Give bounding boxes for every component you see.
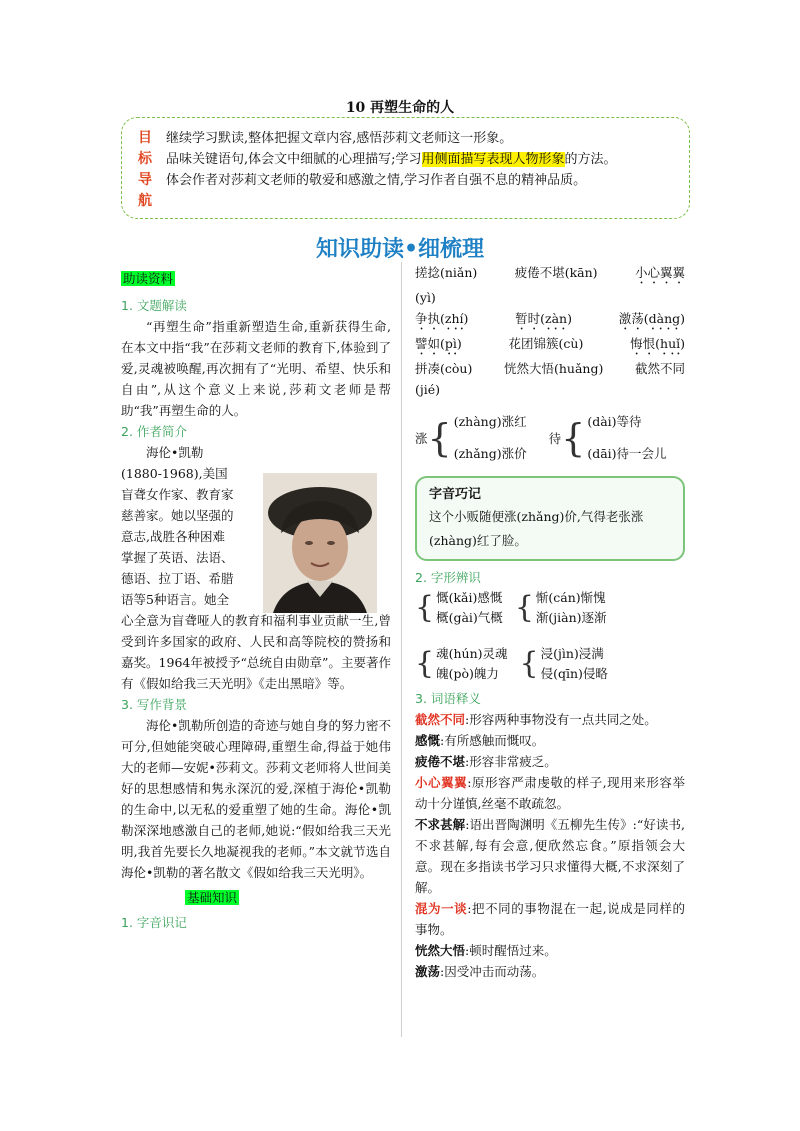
polyphone-reading: (zhàng)涨红: [453, 414, 527, 429]
tag-reading-materials: 助读资料: [123, 271, 174, 286]
pinyin-item: 小心翼翼: [634, 265, 685, 280]
definition-term: 不求甚解: [415, 817, 466, 832]
heading-character-shape: 2. 字形辨识: [415, 570, 481, 585]
goals-box: [121, 117, 690, 219]
definition-item: [415, 961, 685, 982]
author-intro-text: 心全意为盲聋哑人的教育和福利事业贡献一生,曾受到许多国家的政府、人民和高等院校的赞扬和嘉奖。1964年被授予“总统自由勋章”。主要著作有《假如给我三天光明》《走出黑暗》等。: [121, 613, 391, 691]
goals-label: [138, 128, 154, 212]
definition-text: :因受冲击而动荡。: [440, 964, 545, 979]
heading-author-intro: 2. 作者简介: [121, 424, 187, 439]
goals-label-char: 航: [138, 193, 152, 209]
definition-list: [415, 709, 685, 982]
definition-text: :语出晋陶渊明《五柳先生传》:“好读书,不求甚解,每有会意,便欣然忘食。”原指领会大意。现在多指读书学习只求懂得大概,不求深刻了解。: [415, 817, 685, 895]
goals-label-char: 标: [138, 151, 152, 167]
goals-label-char: 导: [138, 172, 152, 188]
portrait-illustration: [263, 473, 377, 613]
tag-basic-knowledge: 基础知识: [187, 890, 238, 905]
brace-icon: {: [561, 416, 586, 460]
shape-item: 浸(jìn)浸满: [540, 646, 604, 661]
pinyin-item: 譬如(pì): [415, 336, 462, 351]
definition-item: [415, 730, 685, 751]
shape-item: 魂(hún)灵魂: [436, 646, 508, 661]
pinyin-row: [415, 333, 685, 358]
right-column: [415, 262, 685, 982]
definition-term: 感慨: [415, 733, 441, 748]
definition-text: :顿时醒悟过来。: [465, 943, 557, 958]
goal-line-2: 品味关键语句,体会文中细腻的心理描写;学习用侧面描写表现人物形象的方法。: [166, 152, 617, 167]
pinyin-item: 激荡(dàng): [618, 311, 685, 326]
definition-item: [415, 709, 685, 730]
pinyin-item: 截然不同: [634, 361, 685, 376]
heading-writing-background: 3. 写作背景: [121, 697, 187, 712]
tip-text: 这个小贩随便涨(zhǎng)价,气得老张涨(zhàng)红了脸。: [429, 509, 644, 548]
shape-item: 概(gài)气概: [436, 610, 503, 625]
shape-group-row: [415, 588, 685, 628]
polyphone-group: [549, 412, 667, 464]
author-portrait: [263, 473, 377, 613]
pinyin-row: [415, 308, 685, 333]
goal-line-3: 体会作者对莎莉文老师的敬爱和感激之情,学习作者自强不息的精神品质。: [166, 173, 587, 188]
definition-item: [415, 814, 685, 898]
title-interpretation-text: “再塑生命”指重新塑造生命,重新获得生命,在本文中指“我”在莎莉文老师的教育下,体验到了爱,灵魂被唤醒,再次拥有了“光明、希望、快乐和自由”,从这个意义上来说,莎莉文老师是帮助“我”再塑生命的人。: [121, 319, 391, 418]
pinyin-item-cont: (yì): [415, 290, 436, 305]
definition-text: :有所感触而慨叹。: [440, 733, 545, 748]
polyphone-reading: (dāi)待一会儿: [587, 446, 667, 461]
definition-item: [415, 751, 685, 772]
definition-item: [415, 940, 685, 961]
pinyin-item: 争执(zhí): [415, 311, 469, 326]
heading-title-interpretation: 1. 文题解读: [121, 298, 187, 313]
definition-term: 小心翼翼: [415, 775, 468, 790]
brace-icon: {: [427, 416, 452, 460]
brace-icon: {: [415, 590, 435, 625]
pronunciation-tip-box: [415, 476, 685, 561]
tip-title: 字音巧记: [429, 487, 482, 502]
shape-item: 慨(kǎi)感慨: [436, 590, 503, 605]
shape-item: 惭(cán)惭愧: [535, 590, 606, 605]
polyphone-char: 涨: [415, 430, 428, 446]
polyphone-reading: (zhǎng)涨价: [453, 446, 527, 461]
pinyin-item: 暂时(zàn): [515, 311, 572, 326]
definition-item: [415, 772, 685, 814]
pinyin-row: [415, 262, 685, 287]
heading-pronunciation: 1. 字音识记: [121, 915, 187, 930]
writing-background-text: 海伦•凯勒所创造的奇迹与她自身的努力密不可分,但她能突破心理障碍,重塑生命,得益于她伟大的老师—安妮•莎莉文。莎莉文老师将人世间美好的思想感情和隽永深沉的爱,深植于海伦•凯勒的生命中,以无私的爱重塑了她的生命。海伦•凯勒深深地感激自己的老师,她说:“假如给我三天光明,我首先要长久地凝视我的老师。”本文就节选自海伦•凯勒的著名散文《假如给我三天光明》。: [121, 718, 391, 880]
pinyin-item: 拼凑(còu): [415, 361, 473, 376]
shape-item: 魄(pò)魄力: [436, 666, 499, 681]
polyphone-reading: (dài)等待: [587, 414, 642, 429]
definition-text: :形容非常疲乏。: [465, 754, 557, 769]
column-divider: [401, 262, 402, 1037]
polyphone-section: [415, 412, 685, 464]
pinyin-item: 恍然大悟(huǎng): [503, 361, 604, 376]
definition-term: 混为一谈: [415, 901, 468, 916]
pinyin-item-cont: (jié): [415, 382, 441, 397]
definition-term: 激荡: [415, 964, 441, 979]
definition-term: 截然不同: [415, 712, 466, 727]
shape-item: 侵(qīn)侵略: [540, 666, 608, 681]
heading-word-definitions: 3. 词语释义: [415, 691, 481, 706]
goal-highlight: 用侧面描写表现人物形象: [421, 152, 565, 167]
definition-text: :把不同的事物混在一起,说成是同样的事物。: [415, 901, 685, 937]
lesson-title: 10 再塑生命的人: [345, 100, 455, 116]
section-title: 知识助读•细梳理: [315, 236, 485, 262]
brace-icon: {: [519, 646, 539, 681]
definition-text: :原形容严肃虔敬的样子,现用来形容举动十分谨慎,丝毫不敢疏忽。: [415, 775, 685, 811]
definition-term: 疲倦不堪: [415, 754, 466, 769]
definition-text: :形容两种事物没有一点共同之处。: [465, 712, 657, 727]
definition-item: [415, 898, 685, 940]
goals-label-char: 目: [138, 130, 152, 146]
pinyin-item: 搓捻(niǎn): [415, 265, 478, 280]
pinyin-item: 悔恨(huǐ): [630, 336, 685, 351]
pinyin-item: 疲倦不堪(kān): [514, 265, 598, 280]
pinyin-item: 花团锦簇(cù): [508, 336, 584, 351]
goals-text: [166, 128, 617, 191]
polyphone-char: 待: [548, 430, 562, 446]
author-intro-wrapped: 海伦•凯勒 (1880-1968),美国 盲聋女作家、教育家 慈善家。她以坚强的 意志,战胜各种困难 掌握了英语、法语、 德语、拉丁语、希腊 语等5种语言。她全: [121, 445, 234, 607]
brace-icon: {: [415, 646, 435, 681]
shape-item: 渐(jiàn)逐渐: [535, 610, 607, 625]
goal-line-1: 继续学习默读,整体把握文章内容,感悟莎莉文老师这一形象。: [166, 131, 513, 146]
definition-term: 恍然大悟: [415, 943, 466, 958]
brace-icon: {: [514, 590, 534, 625]
pinyin-row: [415, 358, 685, 379]
shape-group-row: [415, 644, 685, 684]
polyphone-group: [415, 412, 527, 464]
